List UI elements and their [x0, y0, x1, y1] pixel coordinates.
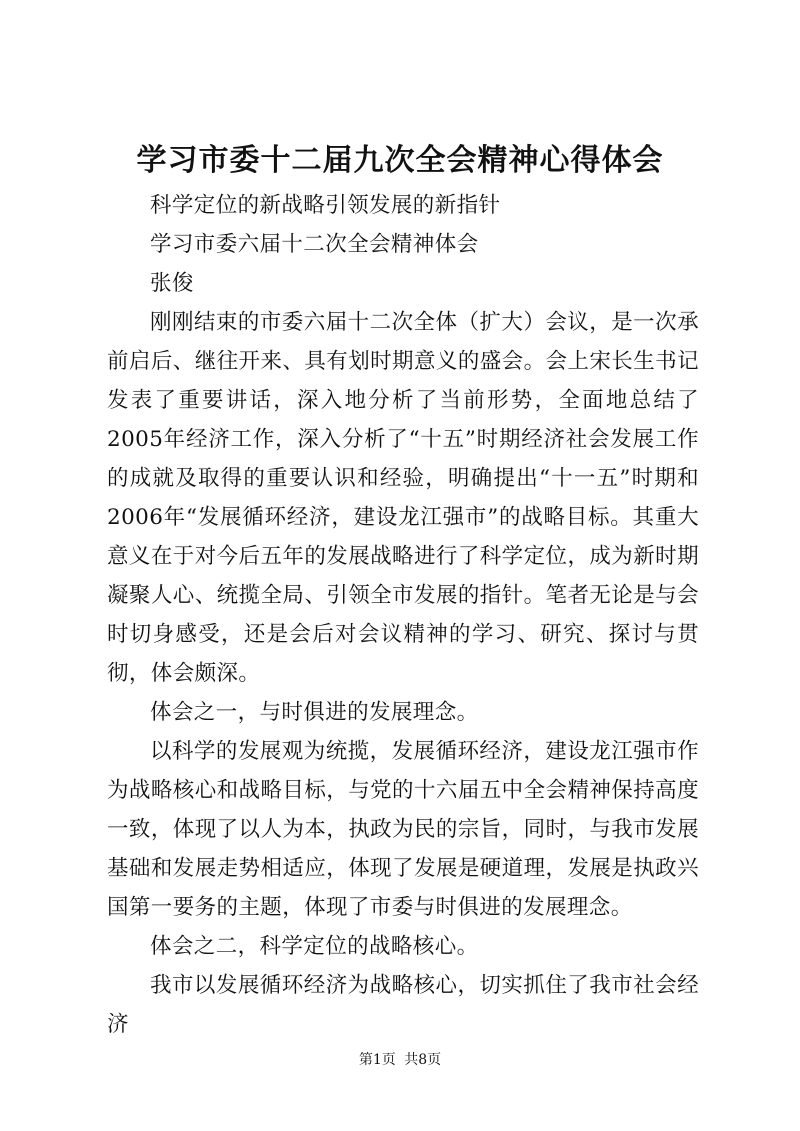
- subtitle-paragraph: 科学定位的新战略引领发展的新指针: [150, 193, 501, 218]
- body-paragraph: 以科学的发展观为统揽，发展循环经济，建设龙江强市作为战略核心和战略目标，与党的十六届五中全会精神保持高度一致，体现了以人为本，执政为民的宗旨，同时，与我市发展基础和发展走势相适应，体现了发展是硬道理，发展是执政兴国第一要务的主题，体现了市委与时俱进的发展理念。: [107, 739, 699, 920]
- page-total: 共8页: [404, 1052, 442, 1068]
- subheading-paragraph: 学习市委六届十二次全会精神体会: [150, 232, 479, 257]
- body-paragraph: 刚刚结束的市委六届十二次全体（扩大）会议，是一次承前启后、继往开来、具有划时期意义的盛会。会上宋长生书记发表了重要讲话，深入地分析了当前形势，全面地总结了2005年经济工作，深入分析了“十五”时期经济社会发展工作的成就及取得的重要认识和经验，明确提出“十一五”时期和2006年“发展循环经济，建设龙江强市”的战略目标。其重大意义在于对今后五年的发展战略进行了科学定位，成为新时期凝聚人心、统揽全局、引领全市发展的指针。笔者无论是与会时切身感受，还是会后对会议精神的学习、研究、探讨与贯彻，体会颇深。: [107, 310, 699, 686]
- page-footer: [0, 1050, 800, 1070]
- section-heading-paragraph: 体会之一，与时俱进的发展理念。: [150, 700, 479, 725]
- section-heading-paragraph: 体会之二，科学定位的战略核心。: [150, 934, 479, 959]
- body-paragraph: 我市以发展循环经济为战略核心，切实抓住了我市社会经济: [107, 973, 699, 1037]
- author-paragraph: 张俊: [150, 271, 194, 296]
- document-body: [107, 186, 699, 1044]
- document-title: 学习市委十二届九次全会精神心得体会: [136, 143, 664, 178]
- page-number: 第1页: [358, 1052, 396, 1068]
